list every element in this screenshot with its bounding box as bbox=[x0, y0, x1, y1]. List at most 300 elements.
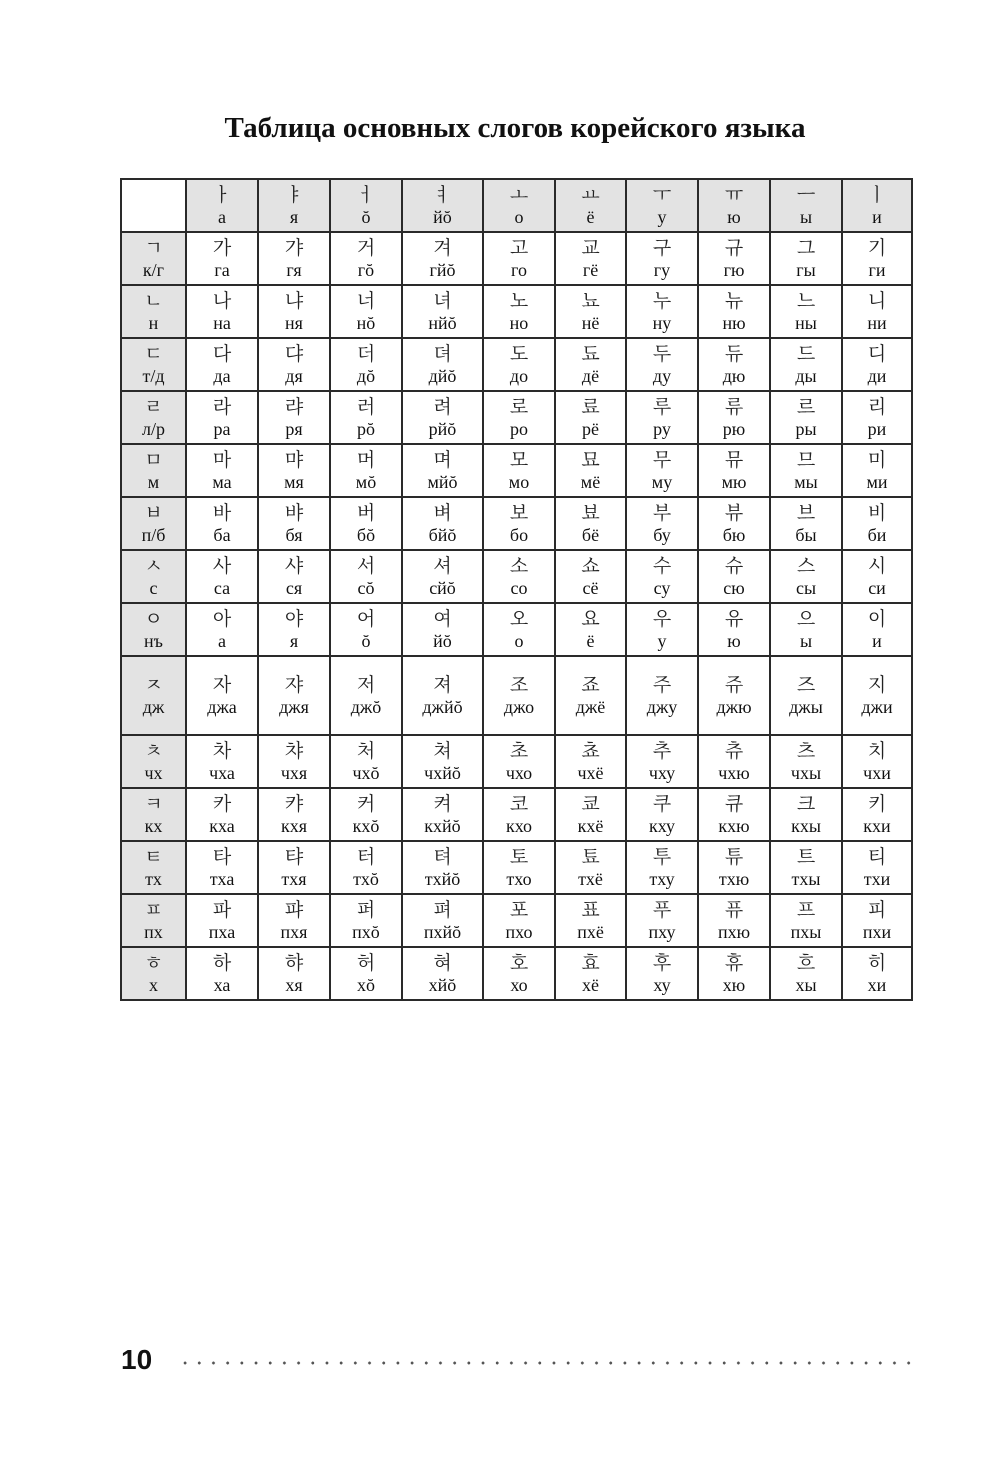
syllable-russian: да bbox=[213, 365, 231, 386]
syllable-cell bbox=[402, 232, 483, 285]
syllable-russian: хо bbox=[510, 974, 528, 995]
consonant-russian: м bbox=[147, 471, 160, 492]
syllable-korean: 료 bbox=[581, 395, 600, 418]
syllable-cell bbox=[555, 656, 626, 735]
syllable-korean: 프 bbox=[796, 898, 816, 921]
consonant-russian: дж bbox=[142, 696, 165, 717]
consonant-russian: к/г bbox=[142, 259, 165, 280]
syllable-cell bbox=[186, 656, 258, 735]
syllable-korean: 갸 bbox=[284, 236, 304, 259]
syllable-cell bbox=[330, 550, 402, 603]
vowel-header-cell bbox=[555, 179, 626, 232]
syllable-korean: 묘 bbox=[581, 448, 600, 471]
syllable-korean: 소 bbox=[509, 554, 529, 577]
syllable-korean: 쵸 bbox=[581, 739, 600, 762]
syllable-cell bbox=[402, 788, 483, 841]
syllable-cell bbox=[770, 735, 842, 788]
vowel-header-cell bbox=[402, 179, 483, 232]
syllable-cell bbox=[483, 894, 555, 947]
syllable-russian: мы bbox=[794, 471, 818, 492]
syllable-korean: 허 bbox=[356, 951, 376, 974]
syllable-cell bbox=[842, 656, 912, 735]
syllable-cell bbox=[483, 550, 555, 603]
syllable-cell bbox=[555, 603, 626, 656]
syllable-cell bbox=[402, 338, 483, 391]
syllable-russian: ха bbox=[213, 974, 231, 995]
syllable-russian: пхю bbox=[717, 921, 751, 942]
syllable-korean: 냐 bbox=[284, 289, 304, 312]
syllable-russian: мŏ bbox=[355, 471, 377, 492]
syllable-russian: хы bbox=[795, 974, 817, 995]
consonant-korean: ㅁ bbox=[144, 448, 163, 471]
syllable-korean: 뮤 bbox=[724, 448, 744, 471]
syllable-russian: тхо bbox=[506, 868, 532, 889]
syllable-korean: 규 bbox=[724, 236, 744, 259]
vowel-korean: ㅛ bbox=[581, 183, 600, 206]
syllable-russian: ы bbox=[799, 630, 813, 651]
syllable-cell bbox=[555, 841, 626, 894]
syllable-korean: 므 bbox=[796, 448, 816, 471]
syllable-cell bbox=[842, 338, 912, 391]
syllable-cell bbox=[402, 497, 483, 550]
syllable-row bbox=[121, 232, 912, 285]
syllable-cell bbox=[483, 656, 555, 735]
syllable-korean: 녀 bbox=[433, 289, 452, 312]
syllable-korean: 비 bbox=[867, 501, 887, 524]
syllable-russian: но bbox=[509, 312, 529, 333]
syllable-cell bbox=[483, 497, 555, 550]
syllable-russian: бё bbox=[581, 524, 600, 545]
syllable-russian: мя bbox=[284, 471, 304, 492]
syllable-korean: 차 bbox=[212, 739, 232, 762]
syllable-cell bbox=[258, 285, 330, 338]
consonant-header-cell bbox=[121, 338, 186, 391]
syllable-russian: ма bbox=[212, 471, 232, 492]
syllable-cell bbox=[626, 497, 698, 550]
syllable-korean: 펴 bbox=[433, 898, 452, 921]
consonant-header-cell bbox=[121, 656, 186, 735]
syllable-russian: дŏ bbox=[356, 365, 376, 386]
syllable-cell bbox=[842, 947, 912, 1000]
syllable-row bbox=[121, 550, 912, 603]
syllable-russian: бŏ bbox=[356, 524, 376, 545]
consonant-russian: тх bbox=[145, 868, 162, 889]
consonant-russian: пх bbox=[144, 921, 163, 942]
syllable-korean: 라 bbox=[212, 395, 232, 418]
syllable-korean: 구 bbox=[652, 236, 672, 259]
syllable-cell bbox=[483, 285, 555, 338]
syllable-cell bbox=[770, 603, 842, 656]
syllable-korean: 쿄 bbox=[581, 792, 600, 815]
syllable-korean: 모 bbox=[509, 448, 529, 471]
syllable-cell bbox=[555, 894, 626, 947]
syllable-korean: 지 bbox=[867, 673, 887, 696]
syllable-russian: ду bbox=[652, 365, 672, 386]
syllable-russian: му bbox=[651, 471, 673, 492]
syllable-russian: гу bbox=[653, 259, 671, 280]
syllable-korean: 히 bbox=[867, 951, 887, 974]
vowel-korean: ㅣ bbox=[867, 183, 887, 206]
syllable-cell bbox=[698, 285, 770, 338]
syllable-russian: бу bbox=[653, 524, 671, 545]
vowel-korean: ㅡ bbox=[796, 183, 816, 206]
syllable-korean: 코 bbox=[509, 792, 529, 815]
syllable-cell bbox=[698, 947, 770, 1000]
syllable-korean: 리 bbox=[867, 395, 887, 418]
syllable-cell bbox=[330, 656, 402, 735]
syllable-cell bbox=[186, 550, 258, 603]
syllable-cell bbox=[402, 947, 483, 1000]
vowel-russian: я bbox=[289, 206, 299, 227]
syllable-korean: 츄 bbox=[724, 739, 744, 762]
syllable-russian: ды bbox=[795, 365, 817, 386]
syllable-russian: пхо bbox=[505, 921, 533, 942]
syllable-cell bbox=[842, 603, 912, 656]
consonant-russian: нъ bbox=[144, 630, 163, 651]
syllable-russian: ны bbox=[795, 312, 817, 333]
consonant-header-cell bbox=[121, 841, 186, 894]
syllable-cell bbox=[402, 894, 483, 947]
syllable-cell bbox=[402, 444, 483, 497]
syllable-cell bbox=[186, 391, 258, 444]
vowel-korean: ㅠ bbox=[724, 183, 744, 206]
syllable-russian: кхйŏ bbox=[424, 815, 461, 836]
vowel-header-cell bbox=[258, 179, 330, 232]
syllable-korean: 타 bbox=[212, 845, 232, 868]
syllable-russian: ри bbox=[867, 418, 887, 439]
syllable-russian: са bbox=[213, 577, 231, 598]
consonant-korean: ㅍ bbox=[144, 898, 163, 921]
syllable-russian: йŏ bbox=[433, 630, 452, 651]
syllable-cell bbox=[258, 232, 330, 285]
syllable-korean: 츠 bbox=[796, 739, 816, 762]
syllable-russian: кхю bbox=[718, 815, 750, 836]
syllable-korean: 먀 bbox=[284, 448, 304, 471]
syllable-korean: 툐 bbox=[581, 845, 600, 868]
syllable-russian: мо bbox=[508, 471, 530, 492]
syllable-russian: кху bbox=[648, 815, 676, 836]
syllable-russian: дя bbox=[285, 365, 303, 386]
syllable-cell bbox=[626, 656, 698, 735]
syllable-russian: ру bbox=[653, 418, 671, 439]
syllable-cell bbox=[258, 947, 330, 1000]
syllable-cell bbox=[626, 894, 698, 947]
syllable-row bbox=[121, 894, 912, 947]
syllable-russian: чхи bbox=[863, 762, 891, 783]
syllable-russian: ги bbox=[868, 259, 886, 280]
syllable-russian: пхи bbox=[862, 921, 892, 942]
syllable-russian: дю bbox=[722, 365, 746, 386]
syllable-cell bbox=[626, 947, 698, 1000]
syllable-korean: 뉴 bbox=[724, 289, 744, 312]
vowel-russian: йŏ bbox=[433, 206, 452, 227]
syllable-russian: джу bbox=[646, 696, 678, 717]
syllable-korean: 오 bbox=[509, 607, 529, 630]
consonant-korean: ㅇ bbox=[144, 607, 163, 630]
syllable-korean: 햐 bbox=[284, 951, 304, 974]
syllable-cell bbox=[698, 550, 770, 603]
syllable-cell bbox=[626, 444, 698, 497]
syllable-korean: 그 bbox=[796, 236, 816, 259]
syllable-russian: гы bbox=[796, 259, 816, 280]
syllable-russian: ŏ bbox=[361, 630, 371, 651]
consonant-korean: ㅌ bbox=[144, 845, 163, 868]
syllable-cell bbox=[330, 603, 402, 656]
syllable-korean: 아 bbox=[212, 607, 232, 630]
syllable-korean: 다 bbox=[212, 342, 232, 365]
syllable-korean: 보 bbox=[509, 501, 529, 524]
syllable-cell bbox=[258, 603, 330, 656]
syllable-cell bbox=[698, 391, 770, 444]
syllable-russian: пха bbox=[208, 921, 236, 942]
syllable-korean: 쥬 bbox=[724, 673, 744, 696]
consonant-korean: ㅋ bbox=[144, 792, 163, 815]
syllable-russian: джи bbox=[861, 696, 893, 717]
syllable-cell bbox=[770, 232, 842, 285]
syllable-russian: сы bbox=[795, 577, 817, 598]
syllable-korean: 퍼 bbox=[356, 898, 376, 921]
syllable-russian: хйŏ bbox=[428, 974, 457, 995]
consonant-korean: ㅈ bbox=[144, 673, 163, 696]
consonant-russian: х bbox=[149, 974, 158, 995]
syllable-korean: 퓨 bbox=[724, 898, 744, 921]
syllable-korean: 샤 bbox=[284, 554, 304, 577]
syllable-row bbox=[121, 841, 912, 894]
syllable-table bbox=[120, 178, 913, 1001]
syllable-cell bbox=[402, 285, 483, 338]
syllable-russian: ху bbox=[653, 974, 671, 995]
consonant-header-cell bbox=[121, 285, 186, 338]
syllable-russian: чхя bbox=[280, 762, 308, 783]
syllable-cell bbox=[258, 788, 330, 841]
syllable-korean: 시 bbox=[867, 554, 887, 577]
syllable-cell bbox=[842, 391, 912, 444]
syllable-russian: кхи bbox=[863, 815, 891, 836]
syllable-russian: ни bbox=[867, 312, 887, 333]
syllable-russian: дё bbox=[581, 365, 600, 386]
syllable-russian: тхё bbox=[578, 868, 603, 889]
consonant-russian: н bbox=[148, 312, 159, 333]
syllable-russian: пхйŏ bbox=[423, 921, 462, 942]
syllable-russian: чха bbox=[209, 762, 235, 783]
syllable-russian: нйŏ bbox=[428, 312, 457, 333]
syllable-korean: 투 bbox=[652, 845, 672, 868]
syllable-russian: тха bbox=[209, 868, 235, 889]
syllable-korean: 도 bbox=[509, 342, 529, 365]
syllable-cell bbox=[626, 603, 698, 656]
syllable-russian: джйŏ bbox=[422, 696, 463, 717]
syllable-russian: хŏ bbox=[357, 974, 375, 995]
syllable-row bbox=[121, 603, 912, 656]
syllable-russian: кхё bbox=[577, 815, 604, 836]
syllable-korean: 져 bbox=[433, 673, 452, 696]
syllable-russian: су bbox=[653, 577, 671, 598]
syllable-russian: бю bbox=[722, 524, 746, 545]
syllable-russian: ся bbox=[285, 577, 303, 598]
vowel-korean: ㅕ bbox=[433, 183, 452, 206]
syllable-korean: 치 bbox=[867, 739, 887, 762]
syllable-cell bbox=[698, 788, 770, 841]
syllable-row bbox=[121, 444, 912, 497]
syllable-cell bbox=[698, 338, 770, 391]
syllable-russian: джы bbox=[789, 696, 823, 717]
syllable-cell bbox=[698, 841, 770, 894]
syllable-row bbox=[121, 391, 912, 444]
syllable-russian: кхŏ bbox=[352, 815, 380, 836]
syllable-korean: 쳐 bbox=[433, 739, 452, 762]
syllable-cell bbox=[698, 894, 770, 947]
syllable-korean: 하 bbox=[212, 951, 232, 974]
consonant-header-cell bbox=[121, 497, 186, 550]
syllable-korean: 셔 bbox=[433, 554, 452, 577]
syllable-korean: 뵤 bbox=[581, 501, 600, 524]
syllable-korean: 조 bbox=[509, 673, 529, 696]
syllable-russian: джю bbox=[716, 696, 752, 717]
syllable-russian: тхю bbox=[718, 868, 750, 889]
syllable-korean: 려 bbox=[433, 395, 452, 418]
syllable-korean: 느 bbox=[796, 289, 816, 312]
syllable-cell bbox=[555, 285, 626, 338]
syllable-russian: до bbox=[509, 365, 529, 386]
syllable-cell bbox=[258, 444, 330, 497]
syllable-russian: у bbox=[657, 630, 667, 651]
syllable-russian: ди bbox=[867, 365, 887, 386]
syllable-cell bbox=[555, 788, 626, 841]
syllable-russian: рйŏ bbox=[428, 418, 457, 439]
syllable-russian: га bbox=[214, 259, 230, 280]
syllable-cell bbox=[330, 947, 402, 1000]
syllable-korean: 쇼 bbox=[581, 554, 600, 577]
syllable-russian: нё bbox=[581, 312, 600, 333]
syllable-cell bbox=[258, 391, 330, 444]
syllable-korean: 머 bbox=[356, 448, 376, 471]
syllable-cell bbox=[770, 841, 842, 894]
syllable-korean: 며 bbox=[433, 448, 452, 471]
syllable-cell bbox=[698, 603, 770, 656]
syllable-row bbox=[121, 285, 912, 338]
consonant-korean: ㄹ bbox=[144, 395, 163, 418]
syllable-korean: 사 bbox=[212, 554, 232, 577]
corner-cell bbox=[121, 179, 186, 232]
syllable-russian: ры bbox=[795, 418, 817, 439]
syllable-cell bbox=[770, 497, 842, 550]
consonant-header-cell bbox=[121, 947, 186, 1000]
syllable-korean: 듀 bbox=[724, 342, 744, 365]
syllable-russian: чхŏ bbox=[352, 762, 380, 783]
syllable-korean: 자 bbox=[212, 673, 232, 696]
syllable-korean: 토 bbox=[509, 845, 529, 868]
syllable-russian: ню bbox=[722, 312, 746, 333]
syllable-korean: 러 bbox=[356, 395, 376, 418]
vowel-korean: ㅗ bbox=[509, 183, 529, 206]
syllable-korean: 교 bbox=[581, 236, 600, 259]
syllable-row bbox=[121, 735, 912, 788]
syllable-row bbox=[121, 788, 912, 841]
syllable-russian: джё bbox=[575, 696, 606, 717]
syllable-russian: тхы bbox=[791, 868, 821, 889]
consonant-header-cell bbox=[121, 603, 186, 656]
vowel-header-cell bbox=[626, 179, 698, 232]
consonant-korean: ㄴ bbox=[144, 289, 163, 312]
syllable-korean: 탸 bbox=[284, 845, 304, 868]
syllable-cell bbox=[402, 391, 483, 444]
syllable-korean: 카 bbox=[212, 792, 232, 815]
syllable-russian: мю bbox=[721, 471, 747, 492]
syllable-cell bbox=[842, 788, 912, 841]
syllable-korean: 뷰 bbox=[724, 501, 744, 524]
consonant-korean: ㅊ bbox=[144, 739, 163, 762]
syllable-russian: сю bbox=[723, 577, 745, 598]
syllable-russian: о bbox=[514, 630, 524, 651]
syllable-korean: 효 bbox=[581, 951, 600, 974]
syllable-korean: 니 bbox=[867, 289, 887, 312]
syllable-cell bbox=[330, 285, 402, 338]
syllable-cell bbox=[483, 735, 555, 788]
syllable-cell bbox=[770, 550, 842, 603]
vowel-header-cell bbox=[330, 179, 402, 232]
syllable-russian: бо bbox=[509, 524, 529, 545]
syllable-russian: джо bbox=[503, 696, 535, 717]
syllable-russian: а bbox=[218, 630, 226, 651]
vowel-header-cell bbox=[698, 179, 770, 232]
table-body bbox=[121, 179, 912, 1000]
syllable-korean: 주 bbox=[652, 673, 672, 696]
syllable-cell bbox=[402, 656, 483, 735]
consonant-russian: чх bbox=[144, 762, 163, 783]
syllable-korean: 즈 bbox=[796, 673, 816, 696]
syllable-korean: 서 bbox=[356, 554, 376, 577]
syllable-korean: 여 bbox=[433, 607, 452, 630]
vowel-korean: ㅜ bbox=[652, 183, 672, 206]
syllable-cell bbox=[698, 497, 770, 550]
syllable-cell bbox=[698, 656, 770, 735]
syllable-korean: 흐 bbox=[796, 951, 816, 974]
syllable-cell bbox=[330, 735, 402, 788]
syllable-cell bbox=[770, 285, 842, 338]
syllable-russian: пху bbox=[648, 921, 676, 942]
syllable-russian: тхйŏ bbox=[424, 868, 461, 889]
syllable-cell bbox=[186, 841, 258, 894]
syllable-korean: 누 bbox=[652, 289, 672, 312]
syllable-russian: би bbox=[867, 524, 887, 545]
syllable-russian: тхи bbox=[863, 868, 891, 889]
syllable-cell bbox=[842, 285, 912, 338]
syllable-russian: сё bbox=[582, 577, 599, 598]
syllable-russian: чхо bbox=[505, 762, 533, 783]
syllable-korean: 혀 bbox=[433, 951, 452, 974]
syllable-cell bbox=[258, 550, 330, 603]
syllable-korean: 표 bbox=[581, 898, 600, 921]
syllable-cell bbox=[555, 338, 626, 391]
page-number: 10 bbox=[121, 1344, 153, 1375]
syllable-korean: 유 bbox=[724, 607, 744, 630]
vowel-russian: у bbox=[657, 206, 667, 227]
syllable-cell bbox=[555, 497, 626, 550]
syllable-korean: 챠 bbox=[284, 739, 304, 762]
syllable-korean: 캬 bbox=[284, 792, 304, 815]
syllable-russian: хи bbox=[867, 974, 887, 995]
syllable-korean: 죠 bbox=[581, 673, 600, 696]
syllable-cell bbox=[330, 841, 402, 894]
syllable-korean: 후 bbox=[652, 951, 672, 974]
syllable-cell bbox=[770, 656, 842, 735]
syllable-korean: 마 bbox=[212, 448, 232, 471]
syllable-cell bbox=[698, 735, 770, 788]
consonant-header-cell bbox=[121, 735, 186, 788]
syllable-russian: хю bbox=[722, 974, 746, 995]
syllable-korean: 뱌 bbox=[284, 501, 304, 524]
vowel-korean: ㅏ bbox=[212, 183, 232, 206]
